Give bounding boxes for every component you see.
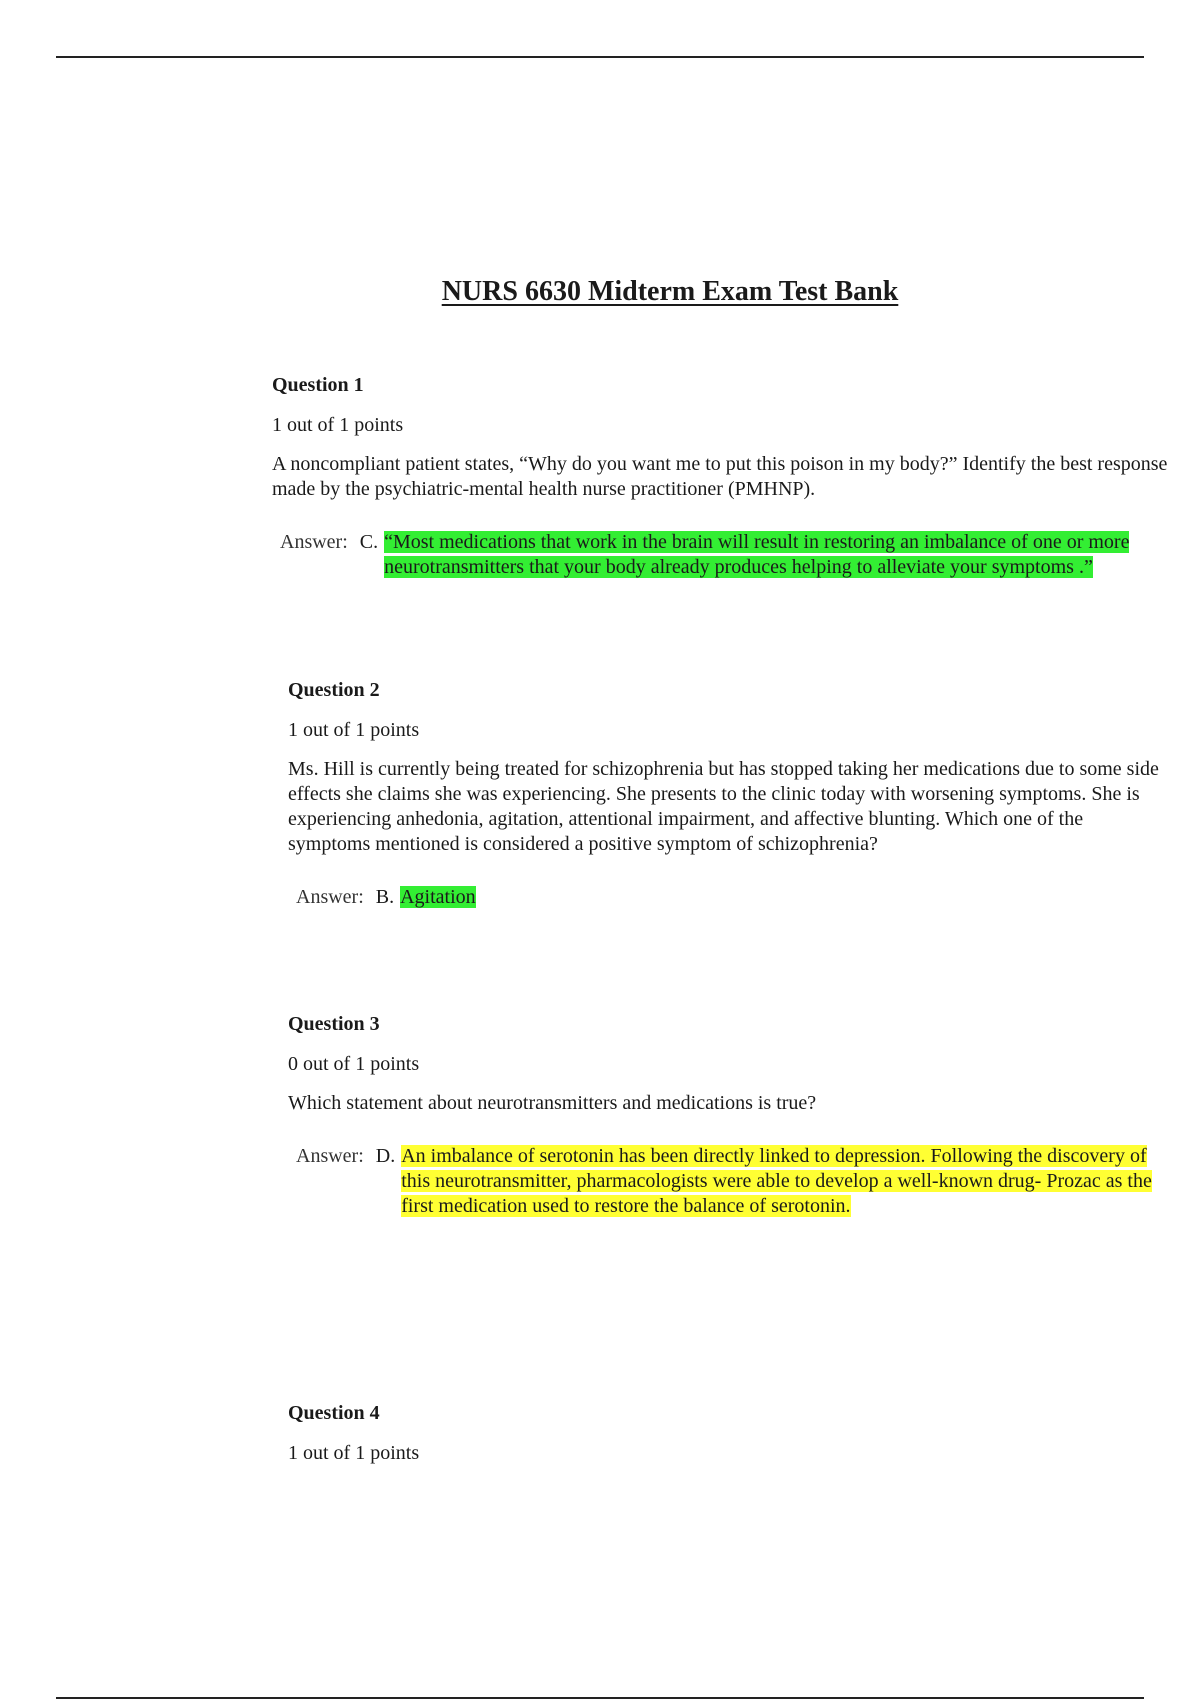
bottom-rule	[56, 1697, 1144, 1699]
question-block	[288, 1400, 1168, 1480]
answer-text-correct: Agitation	[400, 886, 476, 908]
question-text: Which statement about neurotransmitters and medications is true?	[288, 1092, 817, 1114]
question-heading: Question 1	[272, 374, 364, 396]
answer-label: Answer:	[280, 531, 348, 553]
answer-row	[288, 1144, 1168, 1219]
question-heading: Question 3	[288, 1013, 380, 1035]
answer-letter: D.	[375, 1145, 396, 1167]
question-text: Ms. Hill is currently being treated for schizophrenia but has stopped taking her medications due to some side effects she claims she was experiencing. She presents to the clinic today with worsening symptoms. She is experiencing anhedonia, agitation, attentional impairment, and affective blunting. Which one of the symptoms mentioned is considered a positive symptom of schizophrenia?	[288, 758, 1159, 855]
answer-text-container	[384, 530, 1172, 580]
question-points: 1 out of 1 points	[288, 1442, 420, 1464]
answer-letter: C.	[359, 531, 379, 553]
question-text: A noncompliant patient states, “Why do you want me to put this poison in my body?” Identify the best response made by the psychiatric-mental health nurse practitioner (PMHNP).	[272, 453, 1168, 500]
answer-letter: B.	[375, 886, 395, 908]
question-points: 0 out of 1 points	[288, 1053, 420, 1075]
question-heading: Question 2	[288, 679, 380, 701]
answer-text-container	[400, 885, 1168, 910]
answer-row	[272, 530, 1172, 580]
answer-text-incorrect: An imbalance of serotonin has been directly linked to depression. Following the discovery of this neurotransmitter, pharmacologists were able to develop a well-known drug- Prozac as the first medication used to restore the balance of serotonin.	[401, 1145, 1152, 1217]
answer-text-correct: “Most medications that work in the brain will result in restoring an imbalance of one or more neurotransmitters that your body already produces helping to alleviate your symptoms .”	[384, 531, 1130, 578]
answer-text-container	[401, 1144, 1168, 1219]
top-rule	[56, 56, 1144, 58]
question-block	[288, 677, 1168, 910]
question-block	[288, 1011, 1168, 1219]
answer-label: Answer:	[296, 886, 364, 908]
answer-label: Answer:	[296, 1145, 364, 1167]
question-heading: Question 4	[288, 1402, 380, 1424]
page-title: NURS 6630 Midterm Exam Test Bank	[441, 276, 899, 307]
question-points: 1 out of 1 points	[288, 719, 420, 741]
question-block	[272, 372, 1172, 580]
question-points: 1 out of 1 points	[272, 414, 404, 436]
answer-row	[288, 885, 1168, 910]
